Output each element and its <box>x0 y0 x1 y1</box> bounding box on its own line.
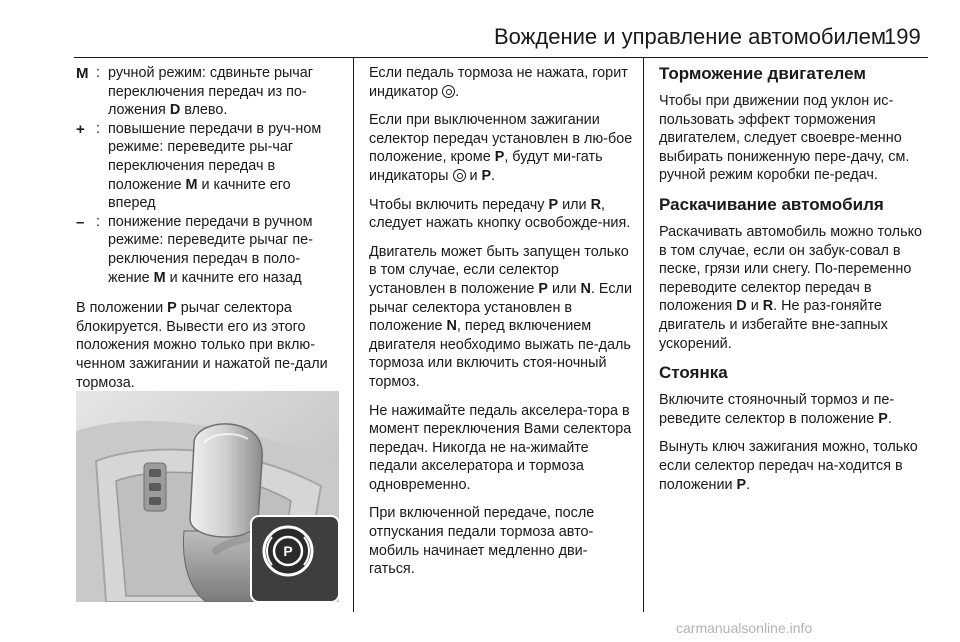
page-number: 199 <box>884 24 921 49</box>
brake-indicator-icon <box>442 85 455 98</box>
page-title: Вождение и управление автомобилем <box>494 24 887 49</box>
gear-selector-photo <box>76 391 339 602</box>
heading-parking: Стоянка <box>659 363 728 383</box>
middle-column: Если педаль тормоза не нажата, горит индикатор . Если при выключенном зажигании селектор передач установлен в лю-бое положение, кроме P, будут ми-гать индикаторы и P. Чтобы включить передачу P или R, следует нажать кнопку освобожде-ния. Двигатель может быть запущен только в том случае, если селектор установлен в положение P или N. Если рычаг селектора установлен в положение N, перед включением двигателя необходимо выжать пе-даль тормоза или включить стоя-ночный тормоз. Не нажимайте педаль акселера-тора в момент переключения Вами селектора передач. Никогда не на-жимайте педали акселератора и тормоза одновременно. При включенной передаче, после отпускания педали тормоза авто-мобиль начинает медленно дви-гаться. <box>369 65 633 578</box>
column-divider-1 <box>353 58 354 612</box>
right-column: Торможение двигателем Чтобы при движении под уклон ис-пользовать эффект торможения двигателем, следует своевре-менно выбирать пониженную пере-дачу, см. ручной режим коробки пе-редач. Раскачивание автомобиля Раскачивать автомобиль можно только в том случае, если он забук-совал в песке, грязи или снегу. По-переменно переводите селектор передач в положения D и R. Не раз-гоняйте двигатель и избегайте вне-запных ускорений. Стоянка Включите стояночный тормоз и пе-реведите селектор в положение P. Вынуть ключ зажигания можно, только если селектор передач на-ходится в положении P. <box>659 64 925 504</box>
manual-mode-symbol: M <box>76 65 89 82</box>
header-rule <box>74 57 928 58</box>
heading-rocking: Раскачивание автомобиля <box>659 194 884 214</box>
selector-lock-paragraph: В положении P рычаг селектора блокируется. Вывести его из этого положения можно только при вклю-ченном зажигании и нажатой пе-дали тормоза. <box>76 300 328 391</box>
parking-brake-button <box>251 516 339 602</box>
plus-icon: + <box>76 120 85 138</box>
left-column <box>76 64 341 402</box>
page-header <box>0 0 960 60</box>
column-divider-2 <box>643 58 644 612</box>
figure-label: P <box>283 543 293 559</box>
legend-item-manual: M : ручной режим: сдвиньте рычаг переключения передач из по-ложения D влево. <box>76 65 314 119</box>
gear-selector-illustration <box>76 391 339 602</box>
minus-icon: – <box>76 213 85 231</box>
legend-item-downshift: – : понижение передачи в ручном режиме: переведите рычаг пе-реключения передач в поло-жение M и качните его назад <box>76 213 313 286</box>
symbol-legend <box>76 64 341 287</box>
watermark: carmanualsonline.info <box>676 620 813 636</box>
heading-engine-braking: Торможение двигателем <box>659 64 866 83</box>
legend-item-upshift: + : повышение передачи в руч-ном режиме: переведите ры-чаг переключения передач в положение M и качните его вперед <box>76 120 322 212</box>
brake-indicator-icon <box>453 169 466 182</box>
